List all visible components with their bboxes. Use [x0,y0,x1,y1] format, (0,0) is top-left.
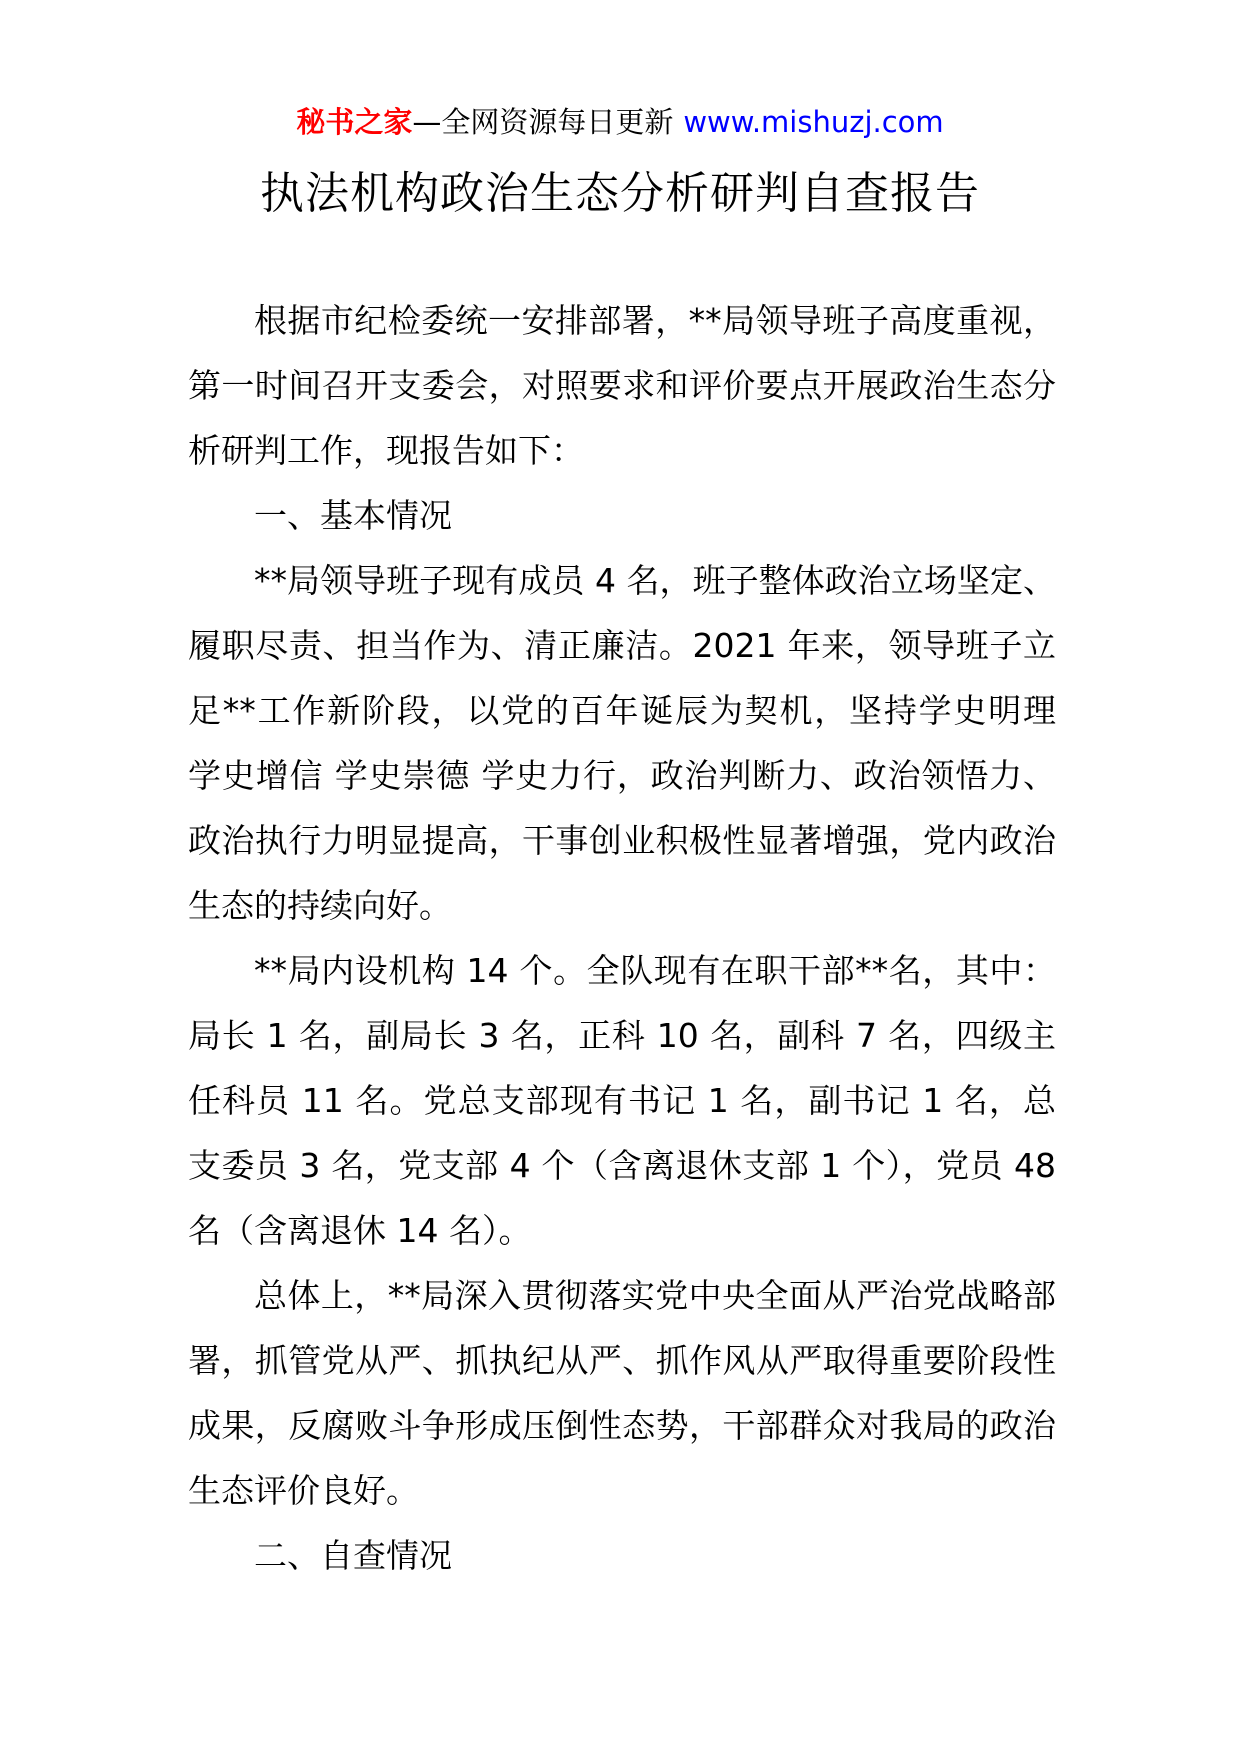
document-title: 执法机构政治生态分析研判自查报告 [260,168,980,219]
site-header [0,102,1240,142]
section-heading-basic: 一、基本情况 [254,496,452,535]
paragraph-leadership: **局领导班子现有成员 4 名，班子整体政治立场坚定、履职尽责、担当作为、清正廉洁。2021 年来，领导班子立足**工作新阶段，以党的百年诞辰为契机，坚持学史明理 学史增信 学史崇德 学史力行，政治判断力、政治领悟力、政治执行力明显提高，干事创业积极性显著增强，党内政治生态的持续向好。 [188,561,1056,925]
section-heading-selfcheck: 二、自查情况 [254,1536,452,1575]
site-slogan: —全网资源每日更新 [412,105,674,139]
document-body [188,288,1056,1588]
paragraph-organization: **局内设机构 14 个。全队现有在职干部**名，其中：局长 1 名，副局长 3 名，正科 10 名，副科 7 名，四级主任科员 11 名。党总支部现有书记 1 名，副书记 1 名，总支委员 3 名，党支部 4 个（含离退休支部 1 个），党员 48 名（含离退休 14 名）。 [188,951,1056,1250]
site-url-link[interactable]: www.mishuzj.com [683,105,944,139]
paragraph-intro: 根据市纪检委统一安排部署，**局领导班子高度重视，第一时间召开支委会，对照要求和评价要点开展政治生态分析研判工作，现报告如下： [188,301,1056,470]
paragraph-overall: 总体上，**局深入贯彻落实党中央全面从严治党战略部署，抓管党从严、抓执纪从严、抓作风从严取得重要阶段性成果，反腐败斗争形成压倒性态势，干部群众对我局的政治生态评价良好。 [188,1276,1056,1510]
site-brand: 秘书之家 [296,105,413,139]
